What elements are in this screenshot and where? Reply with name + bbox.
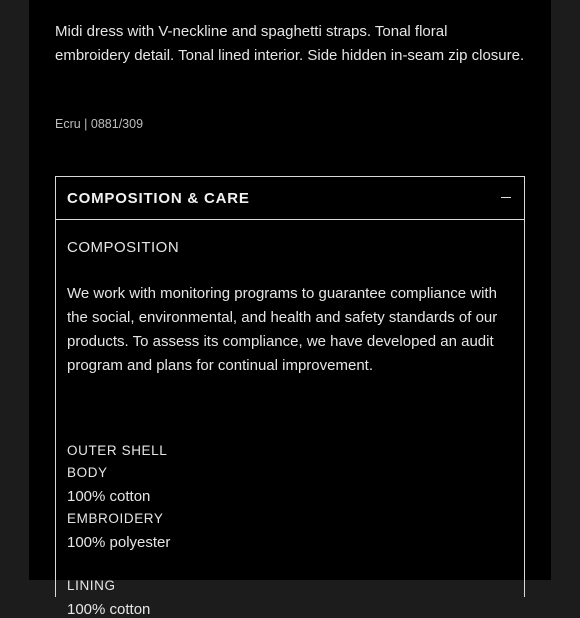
product-description: Midi dress with V-neckline and spaghetti straps. Tonal floral embroidery detail. Tonal lined interior. Side hidden in-seam zip closure. (55, 23, 525, 64)
accordion-title: COMPOSITION & CARE (67, 190, 250, 207)
composition-care-accordion (55, 176, 525, 618)
outer-shell-label: OUTER SHELL (67, 443, 168, 458)
embroidery-label: EMBROIDERY (67, 511, 164, 526)
minus-icon[interactable] (501, 197, 511, 198)
lining-value: 100% cotton (67, 601, 151, 618)
lining-label: LINING (67, 578, 116, 593)
color-and-reference: Ecru | 0881/309 (55, 117, 144, 131)
composition-heading: COMPOSITION (67, 239, 180, 256)
embroidery-value: 100% polyester (67, 534, 171, 551)
accordion-header[interactable] (56, 177, 524, 220)
product-details-page (29, 0, 551, 618)
compliance-text: We work with monitoring programs to guarantee compliance with the social, environmental, and health and safety standards of our products. To assess its compliance, we have developed an audit program and plans for continual improvement. (67, 285, 498, 374)
body-value: 100% cotton (67, 488, 151, 505)
body-label: BODY (67, 465, 108, 480)
